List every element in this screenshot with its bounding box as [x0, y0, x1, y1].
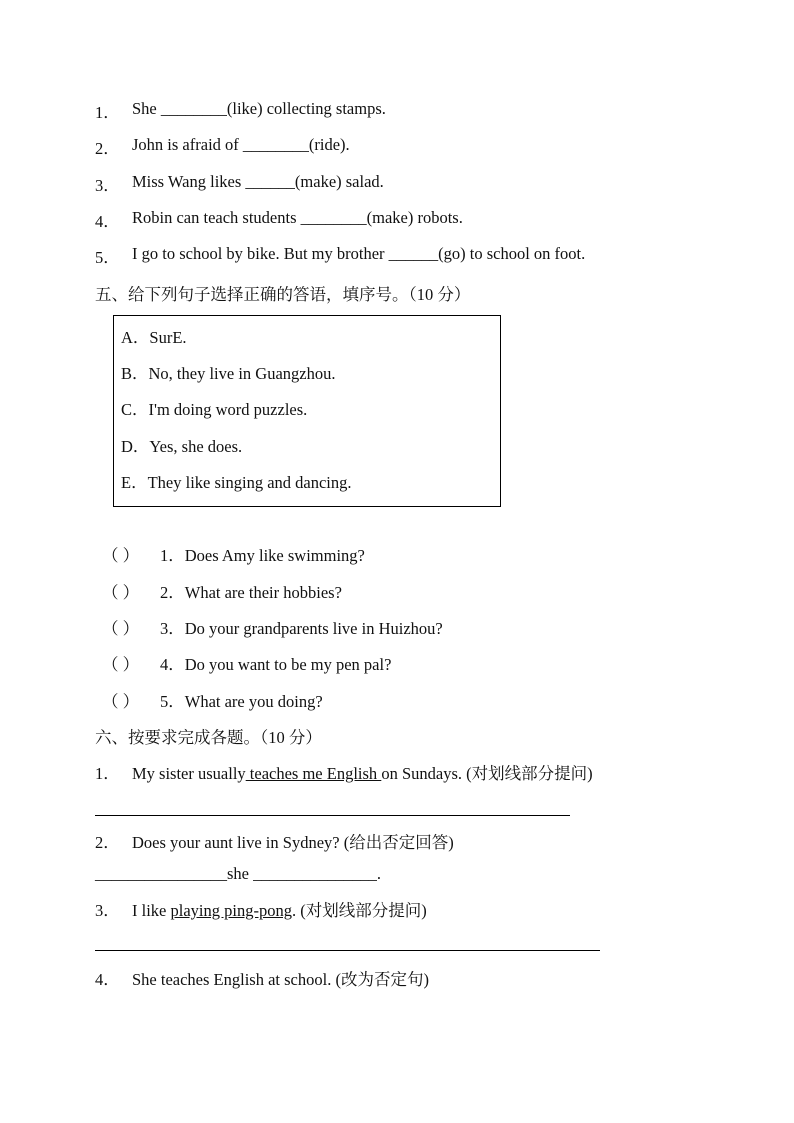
answer-blank[interactable]: （ ）: [102, 619, 140, 638]
task-text-pre: My sister usually: [132, 764, 246, 783]
section5-heading: 五、给下列句子选择正确的答语，填序号。（10 分）: [95, 285, 471, 304]
answer-fill-line[interactable]: ________________she _______________.: [95, 864, 381, 883]
task-text-post: . (对划线部分提问): [291, 901, 427, 920]
answer-blank[interactable]: （ ）: [102, 546, 140, 565]
option-b: B．No, they live in Guangzhou.: [121, 364, 336, 383]
task-text: [132, 897, 427, 921]
answer-line[interactable]: [95, 950, 600, 951]
answer-blank[interactable]: （ ）: [102, 692, 140, 711]
option-d: D．Yes, she does.: [121, 437, 243, 456]
item-number: 4．: [95, 970, 120, 989]
section6-heading: 六、按要求完成各题。（10 分）: [95, 728, 322, 747]
option-a: A．SurE.: [121, 328, 187, 347]
item-number: 3．: [95, 901, 120, 920]
item-number: 4．: [95, 212, 120, 231]
question-text: 4．Do you want to be my pen pal?: [160, 655, 392, 674]
item-text: I go to school by bike. But my brother ______(go) to school on foot.: [132, 244, 586, 263]
item-number: 3．: [95, 176, 120, 195]
item-number: 2．: [95, 833, 120, 852]
question-text: 3．Do your grandparents live in Huizhou?: [160, 619, 443, 638]
answer-blank[interactable]: （ ）: [102, 655, 140, 674]
item-text: Robin can teach students ________(make) robots.: [132, 208, 463, 227]
task-text-post: on Sundays. (对划线部分提问): [381, 764, 593, 783]
question-text: 5．What are you doing?: [160, 692, 323, 711]
item-number: 1．: [95, 103, 120, 122]
item-text: John is afraid of ________(ride).: [132, 135, 350, 154]
item-text: She ________(like) collecting stamps.: [132, 99, 386, 118]
question-text: 2．What are their hobbies?: [160, 583, 342, 602]
task-text: [132, 760, 593, 784]
answer-line[interactable]: [95, 815, 570, 816]
task-text: She teaches English at school. (改为否定句): [132, 970, 429, 989]
question-text: 1．Does Amy like swimming?: [160, 546, 365, 565]
underlined-phrase: teaches me English: [245, 764, 382, 783]
option-e: E．They like singing and dancing.: [121, 473, 352, 492]
option-c: C．I'm doing word puzzles.: [121, 400, 308, 419]
answer-blank[interactable]: （ ）: [102, 583, 140, 602]
underlined-phrase: playing ping-pong: [170, 901, 292, 920]
answer-options-box: [113, 315, 501, 507]
item-number: 1．: [95, 764, 120, 783]
item-text: Miss Wang likes ______(make) salad.: [132, 172, 384, 191]
item-number: 2．: [95, 139, 120, 158]
item-number: 5．: [95, 248, 120, 267]
task-text: Does your aunt live in Sydney? (给出否定回答): [132, 833, 454, 852]
task-text-pre: I like: [132, 901, 171, 920]
